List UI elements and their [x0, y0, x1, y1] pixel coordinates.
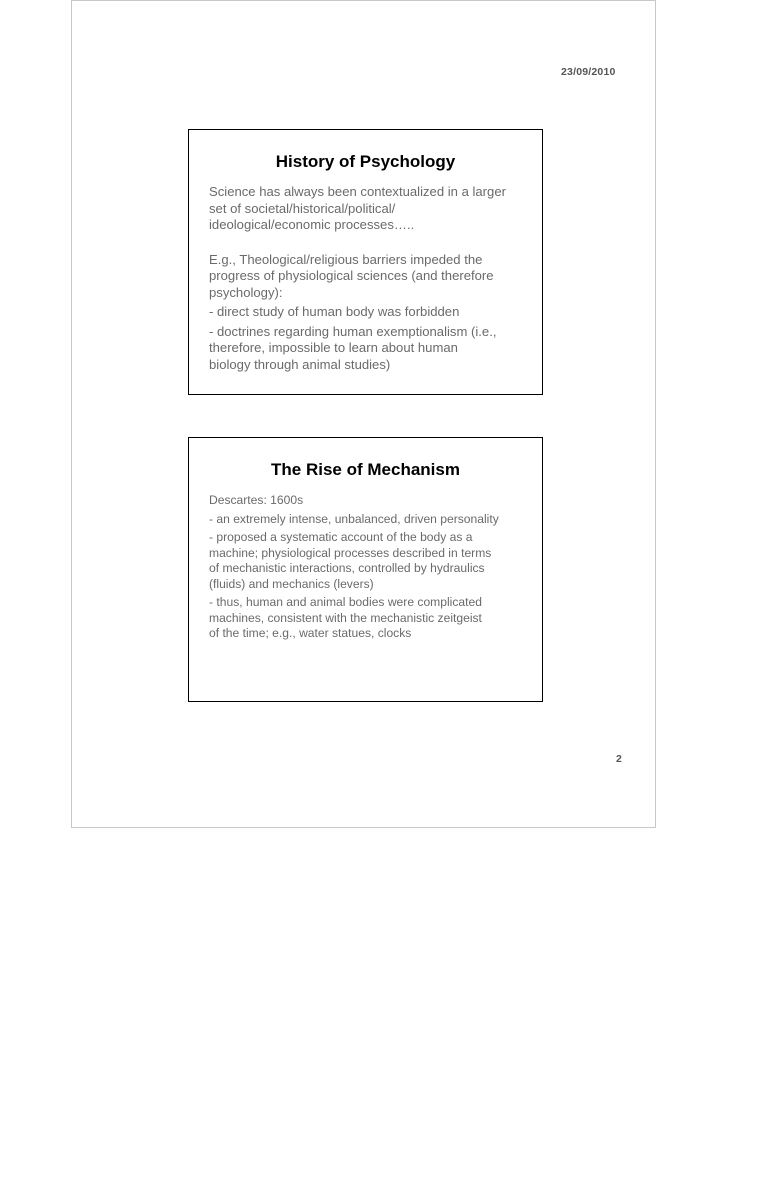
- handout-page: [71, 0, 656, 828]
- slide-paragraph: [209, 493, 532, 509]
- slide-paragraph: [209, 252, 532, 302]
- slide-paragraph: [209, 184, 532, 234]
- page-number: 2: [616, 753, 622, 765]
- text-line: - an extremely intense, unbalanced, driven personality: [209, 511, 499, 526]
- text-line: - thus, human and animal bodies were complicated: [209, 595, 482, 609]
- slide-rise-of-mechanism: [188, 437, 543, 702]
- text-line: therefore, impossible to learn about human: [209, 340, 458, 355]
- text-line: (fluids) and mechanics (levers): [209, 576, 374, 591]
- bullet-item: [209, 304, 532, 321]
- bullet-item: [209, 512, 532, 528]
- text-line: psychology):: [209, 284, 283, 300]
- text-line: Descartes: 1600s: [209, 493, 304, 507]
- text-line: - direct study of human body was forbidden: [209, 304, 460, 319]
- text-line: ideological/economic processes…..: [209, 217, 415, 232]
- text-line: progress of physiological sciences (and therefore: [209, 268, 494, 283]
- bullet-item: [209, 324, 532, 374]
- text-line: machines, consistent with the mechanistic zeitgeist: [209, 610, 482, 625]
- text-line: machine; physiological processes described in terms: [209, 545, 492, 560]
- bullet-item: [209, 595, 532, 642]
- slide-body: [209, 493, 532, 642]
- text-line: of the time; e.g., water statues, clocks: [209, 626, 412, 640]
- text-line: of mechanistic interactions, controlled by hydraulics: [209, 561, 485, 575]
- page-date: 23/09/2010: [561, 66, 616, 78]
- slide-body: [209, 184, 532, 373]
- bullet-item: [209, 530, 532, 592]
- text-line: Science has always been contextualized in a larger: [209, 184, 506, 199]
- slide-title: History of Psychology: [275, 152, 456, 171]
- text-line: - doctrines regarding human exemptionalism (i.e.,: [209, 323, 497, 339]
- text-line: biology through animal studies): [209, 356, 391, 372]
- slide-history-of-psychology: [188, 129, 543, 395]
- text-line: - proposed a systematic account of the body as a: [209, 530, 473, 544]
- slide-title: The Rise of Mechanism: [271, 460, 460, 479]
- text-line: set of societal/historical/political/: [209, 200, 396, 216]
- text-line: E.g., Theological/religious barriers impeded the: [209, 251, 483, 267]
